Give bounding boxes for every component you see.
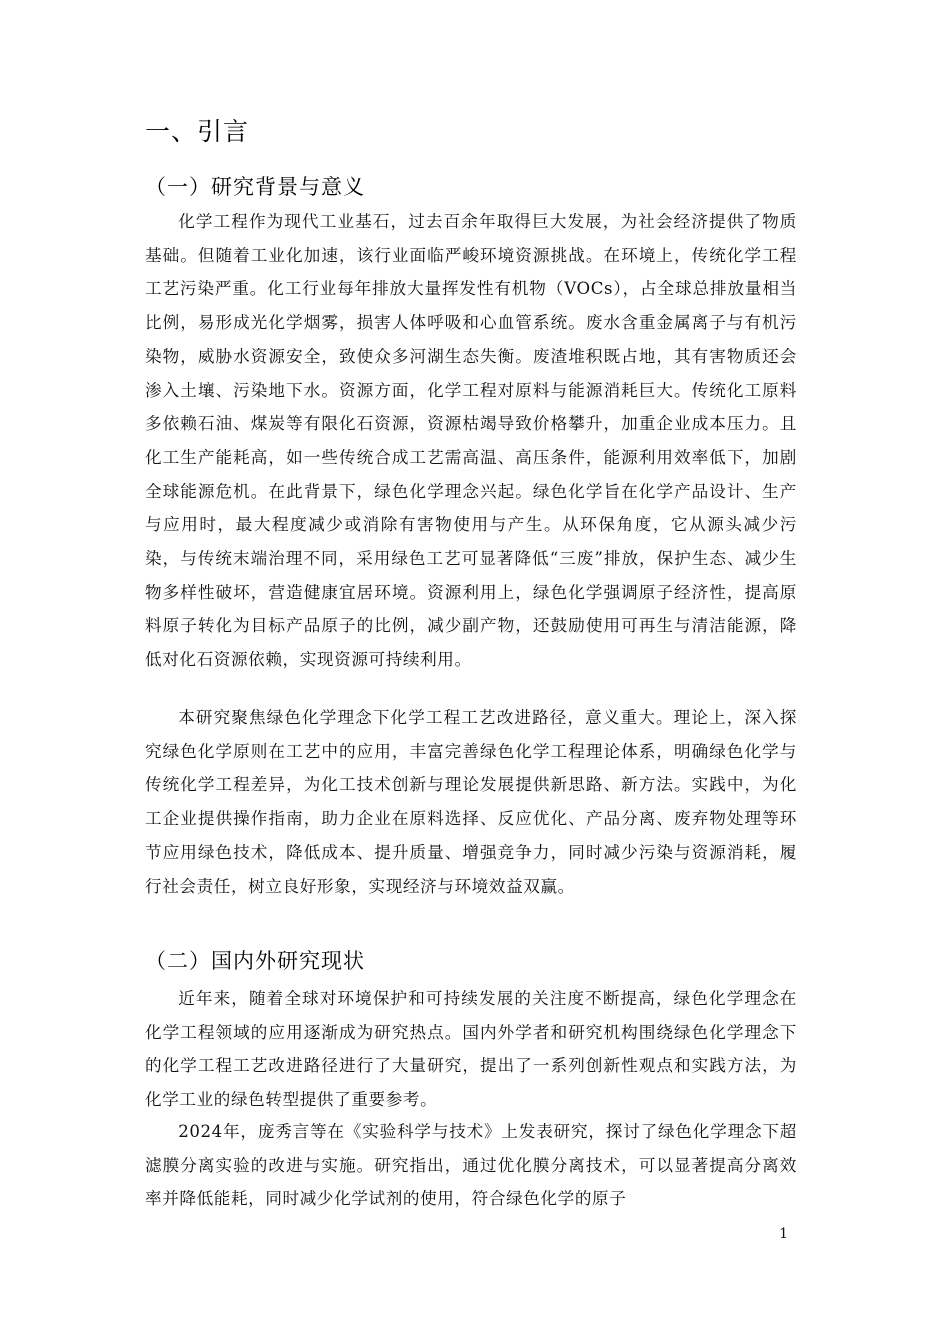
body-paragraph: 近年来，随着全球对环境保护和可持续发展的关注度不断提高，绿色化学理念在化学工程领域的应用逐渐成为研究热点。国内外学者和研究机构围绕绿色化学理念下的化学工程工艺改进路径进行了大量研究，提出了一系列创新性观点和实践方法，为化学工业的绿色转型提供了重要参考。	[145, 989, 797, 1110]
body-paragraph: 2024年，庞秀言等在《实验科学与技术》上发表研究，探讨了绿色化学理念下超滤膜分离实验的改进与实施。研究指出，通过优化膜分离技术，可以显著提高分离效率并降低能耗，同时减少化学试剂的使用，符合绿色化学的原子	[145, 1122, 797, 1209]
body-paragraph: 化学工程作为现代工业基石，过去百余年取得巨大发展，为社会经济提供了物质基础。但随着工业化加速，该行业面临严峻环境资源挑战。在环境上，传统化学工程工艺污染严重。化工行业每年排放大量挥发性有机物（VOCs），占全球总排放量相当比例，易形成光化学烟雾，损害人体呼吸和心血管系统。废水含重金属离子与有机污染物，威胁水资源安全，致使众多河湖生态失衡。废渣堆积既占地，其有害物质还会渗入土壤、污染地下水。资源方面，化学工程对原料与能源消耗巨大。传统化工原料多依赖石油、煤炭等有限化石资源，资源枯竭导致价格攀升，加重企业成本压力。且化工生产能耗高，如一些传统合成工艺需高温、高压条件，能源利用效率低下，加剧全球能源危机。在此背景下，绿色化学理念兴起。绿色化学旨在化学产品设计、生产与应用时，最大程度减少或消除有害物使用与产生。从环保角度，它从源头减少污染，与传统末端治理不同，采用绿色工艺可显著降低“三废”排放，保护生态、减少生物多样性破坏，营造健康宜居环境。资源利用上，绿色化学强调原子经济性，提高原料原子转化为目标产品原子的比例，减少副产物，还鼓励使用可再生与清洁能源，降低对化石资源依赖，实现资源可持续利用。	[145, 212, 797, 670]
section-heading-background: （一）研究背景与意义	[145, 175, 365, 199]
section-heading-research-status: （二）国内外研究现状	[145, 949, 365, 973]
chapter-heading: 一、引言	[145, 117, 250, 146]
page-number: 1	[779, 1226, 788, 1242]
body-paragraph: 本研究聚焦绿色化学理念下化学工程工艺改进路径，意义重大。理论上，深入探究绿色化学原则在工艺中的应用，丰富完善绿色化学工程理论体系，明确绿色化学与传统化学工程差异，为化工技术创新与理论发展提供新思路、新方法。实践中，为化工企业提供操作指南，助力企业在原料选择、反应优化、产品分离、废弃物处理等环节应用绿色技术，降低成本、提升质量、增强竞争力，同时减少污染与资源消耗，履行社会责任，树立良好形象，实现经济与环境效益双赢。	[145, 708, 797, 896]
